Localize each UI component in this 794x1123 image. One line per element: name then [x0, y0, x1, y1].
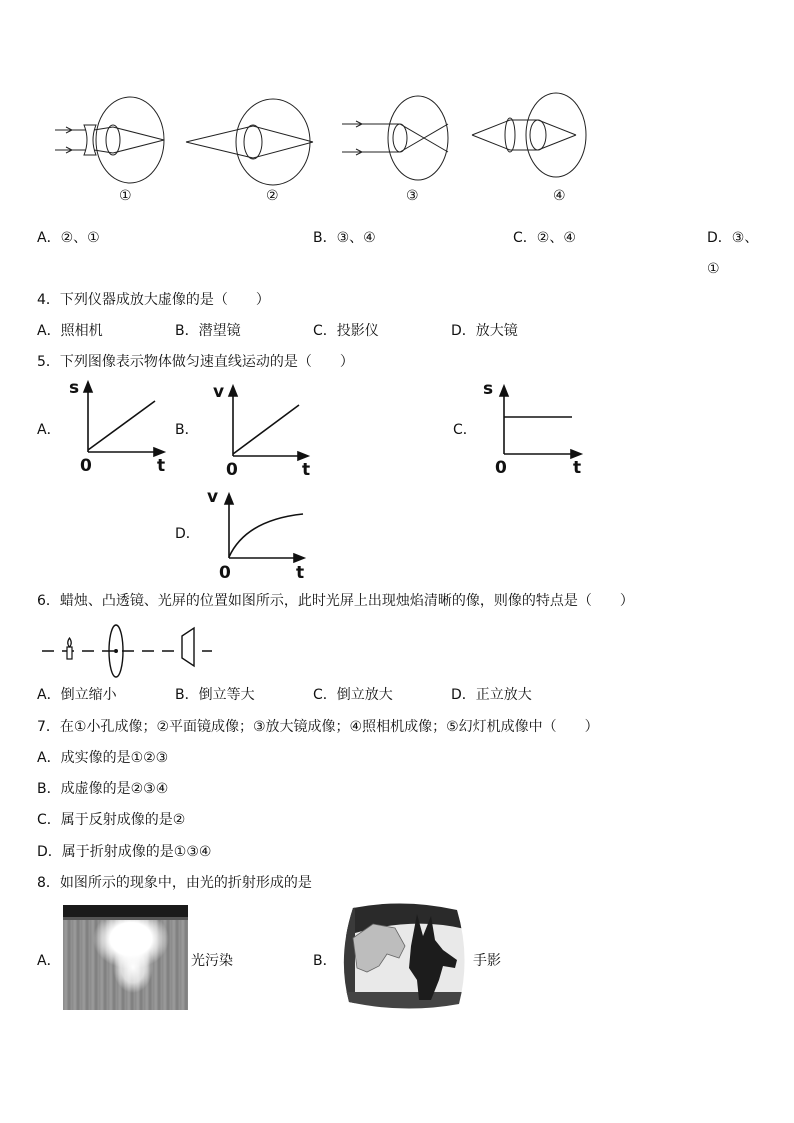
graph-b-y-label: v [213, 382, 225, 402]
q5-option-c-letter[interactable]: C． [453, 422, 477, 438]
option-letter: C． [313, 687, 337, 703]
q4-stem: 4．下列仪器成放大虚像的是（ ） [37, 292, 270, 308]
option-text: 倒立放大 [336, 687, 393, 703]
q5-option-a-letter[interactable]: A． [37, 422, 61, 438]
q6-option-b[interactable] [175, 686, 255, 704]
q5-option-d-letter[interactable]: D． [175, 526, 200, 542]
option-letter: A． [37, 323, 61, 339]
graph-c-origin-label: 0 [495, 458, 507, 478]
q7-option-b[interactable] [37, 780, 168, 798]
option-letter: B． [175, 323, 199, 339]
candle-body [67, 647, 72, 659]
option-text: 属于反射成像的是② [60, 812, 186, 828]
option-text: ②、④ [536, 230, 576, 246]
q5-stem: 5．下列图像表示物体做匀速直线运动的是（ ） [37, 354, 354, 370]
option-letter: A． [37, 230, 61, 246]
q6-option-c[interactable] [313, 686, 393, 704]
option-letter: D． [451, 687, 476, 703]
q8-option-a-letter[interactable]: A． [37, 953, 61, 969]
option-letter: B． [175, 687, 199, 703]
option-text: 倒立等大 [198, 687, 255, 703]
q8-option-b-caption: 手影 [473, 953, 501, 969]
option-text: ③、④ [336, 230, 376, 246]
hand-shadow-photo [339, 902, 469, 1012]
graph-d-x-label: t [296, 563, 305, 583]
option-letter: D． [451, 323, 476, 339]
lens-center-dot [115, 650, 117, 652]
option-letter: D． [37, 844, 62, 860]
q5-option-b-letter[interactable]: B． [175, 422, 199, 438]
option-text: 照相机 [60, 323, 103, 339]
eye-2-label: ② [266, 188, 279, 204]
eye-4-label: ④ [553, 188, 566, 204]
option-letter: B． [313, 230, 337, 246]
option-text: ②、① [60, 230, 100, 246]
option-letter: A． [37, 687, 61, 703]
light-pollution-photo [63, 905, 188, 1010]
option-letter: B． [37, 781, 61, 797]
eye-3-label: ③ [406, 188, 419, 204]
option-text: 投影仪 [336, 323, 379, 339]
graph-a-x-label: t [157, 456, 166, 476]
option-letter: C． [313, 323, 337, 339]
q7-option-d[interactable] [37, 843, 211, 861]
option-text: 属于折射成像的是①③④ [61, 844, 212, 860]
option-text: ③、① [707, 230, 759, 277]
option-letter: D． [707, 230, 732, 246]
q7-stem: 7．在①小孔成像；②平面镜成像；③放大镜成像；④照相机成像；⑤幻灯机成像中（ ） [37, 719, 599, 735]
graph-b-x-label: t [302, 460, 311, 480]
q8-option-a-caption: 光污染 [191, 953, 233, 969]
q8-option-b-letter[interactable]: B． [313, 953, 337, 969]
option-text: 倒立缩小 [60, 687, 117, 703]
option-text: 成虚像的是②③④ [60, 781, 169, 797]
q6-option-a[interactable] [37, 686, 117, 704]
q6-option-d[interactable] [451, 686, 532, 704]
option-letter: C． [37, 812, 61, 828]
graph-d-y-label: v [207, 487, 219, 507]
light-screen [182, 628, 194, 666]
option-letter: C． [513, 230, 537, 246]
q6-stem: 6．蜡烛、凸透镜、光屏的位置如图所示，此时光屏上出现烛焰清晰的像，则像的特点是（ ） [37, 593, 634, 609]
graph-c-y-label: s [483, 379, 494, 399]
q7-option-a[interactable] [37, 749, 168, 767]
option-text: 潜望镜 [198, 323, 241, 339]
eye-1-label: ① [119, 188, 132, 204]
option-text: 成实像的是①②③ [60, 750, 169, 766]
option-text: 正立放大 [475, 687, 532, 703]
candle-flame [68, 638, 72, 647]
graph-a-origin-label: 0 [80, 456, 92, 476]
q7-option-c[interactable] [37, 811, 185, 829]
graph-d-origin-label: 0 [219, 563, 231, 583]
graph-c-x-label: t [573, 458, 582, 478]
graph-b-origin-label: 0 [226, 460, 238, 480]
q8-stem: 8．如图所示的现象中，由光的折射形成的是 [37, 875, 312, 891]
option-letter: A． [37, 750, 61, 766]
graph-a-y-label: s [69, 378, 80, 398]
option-text: 放大镜 [475, 323, 518, 339]
